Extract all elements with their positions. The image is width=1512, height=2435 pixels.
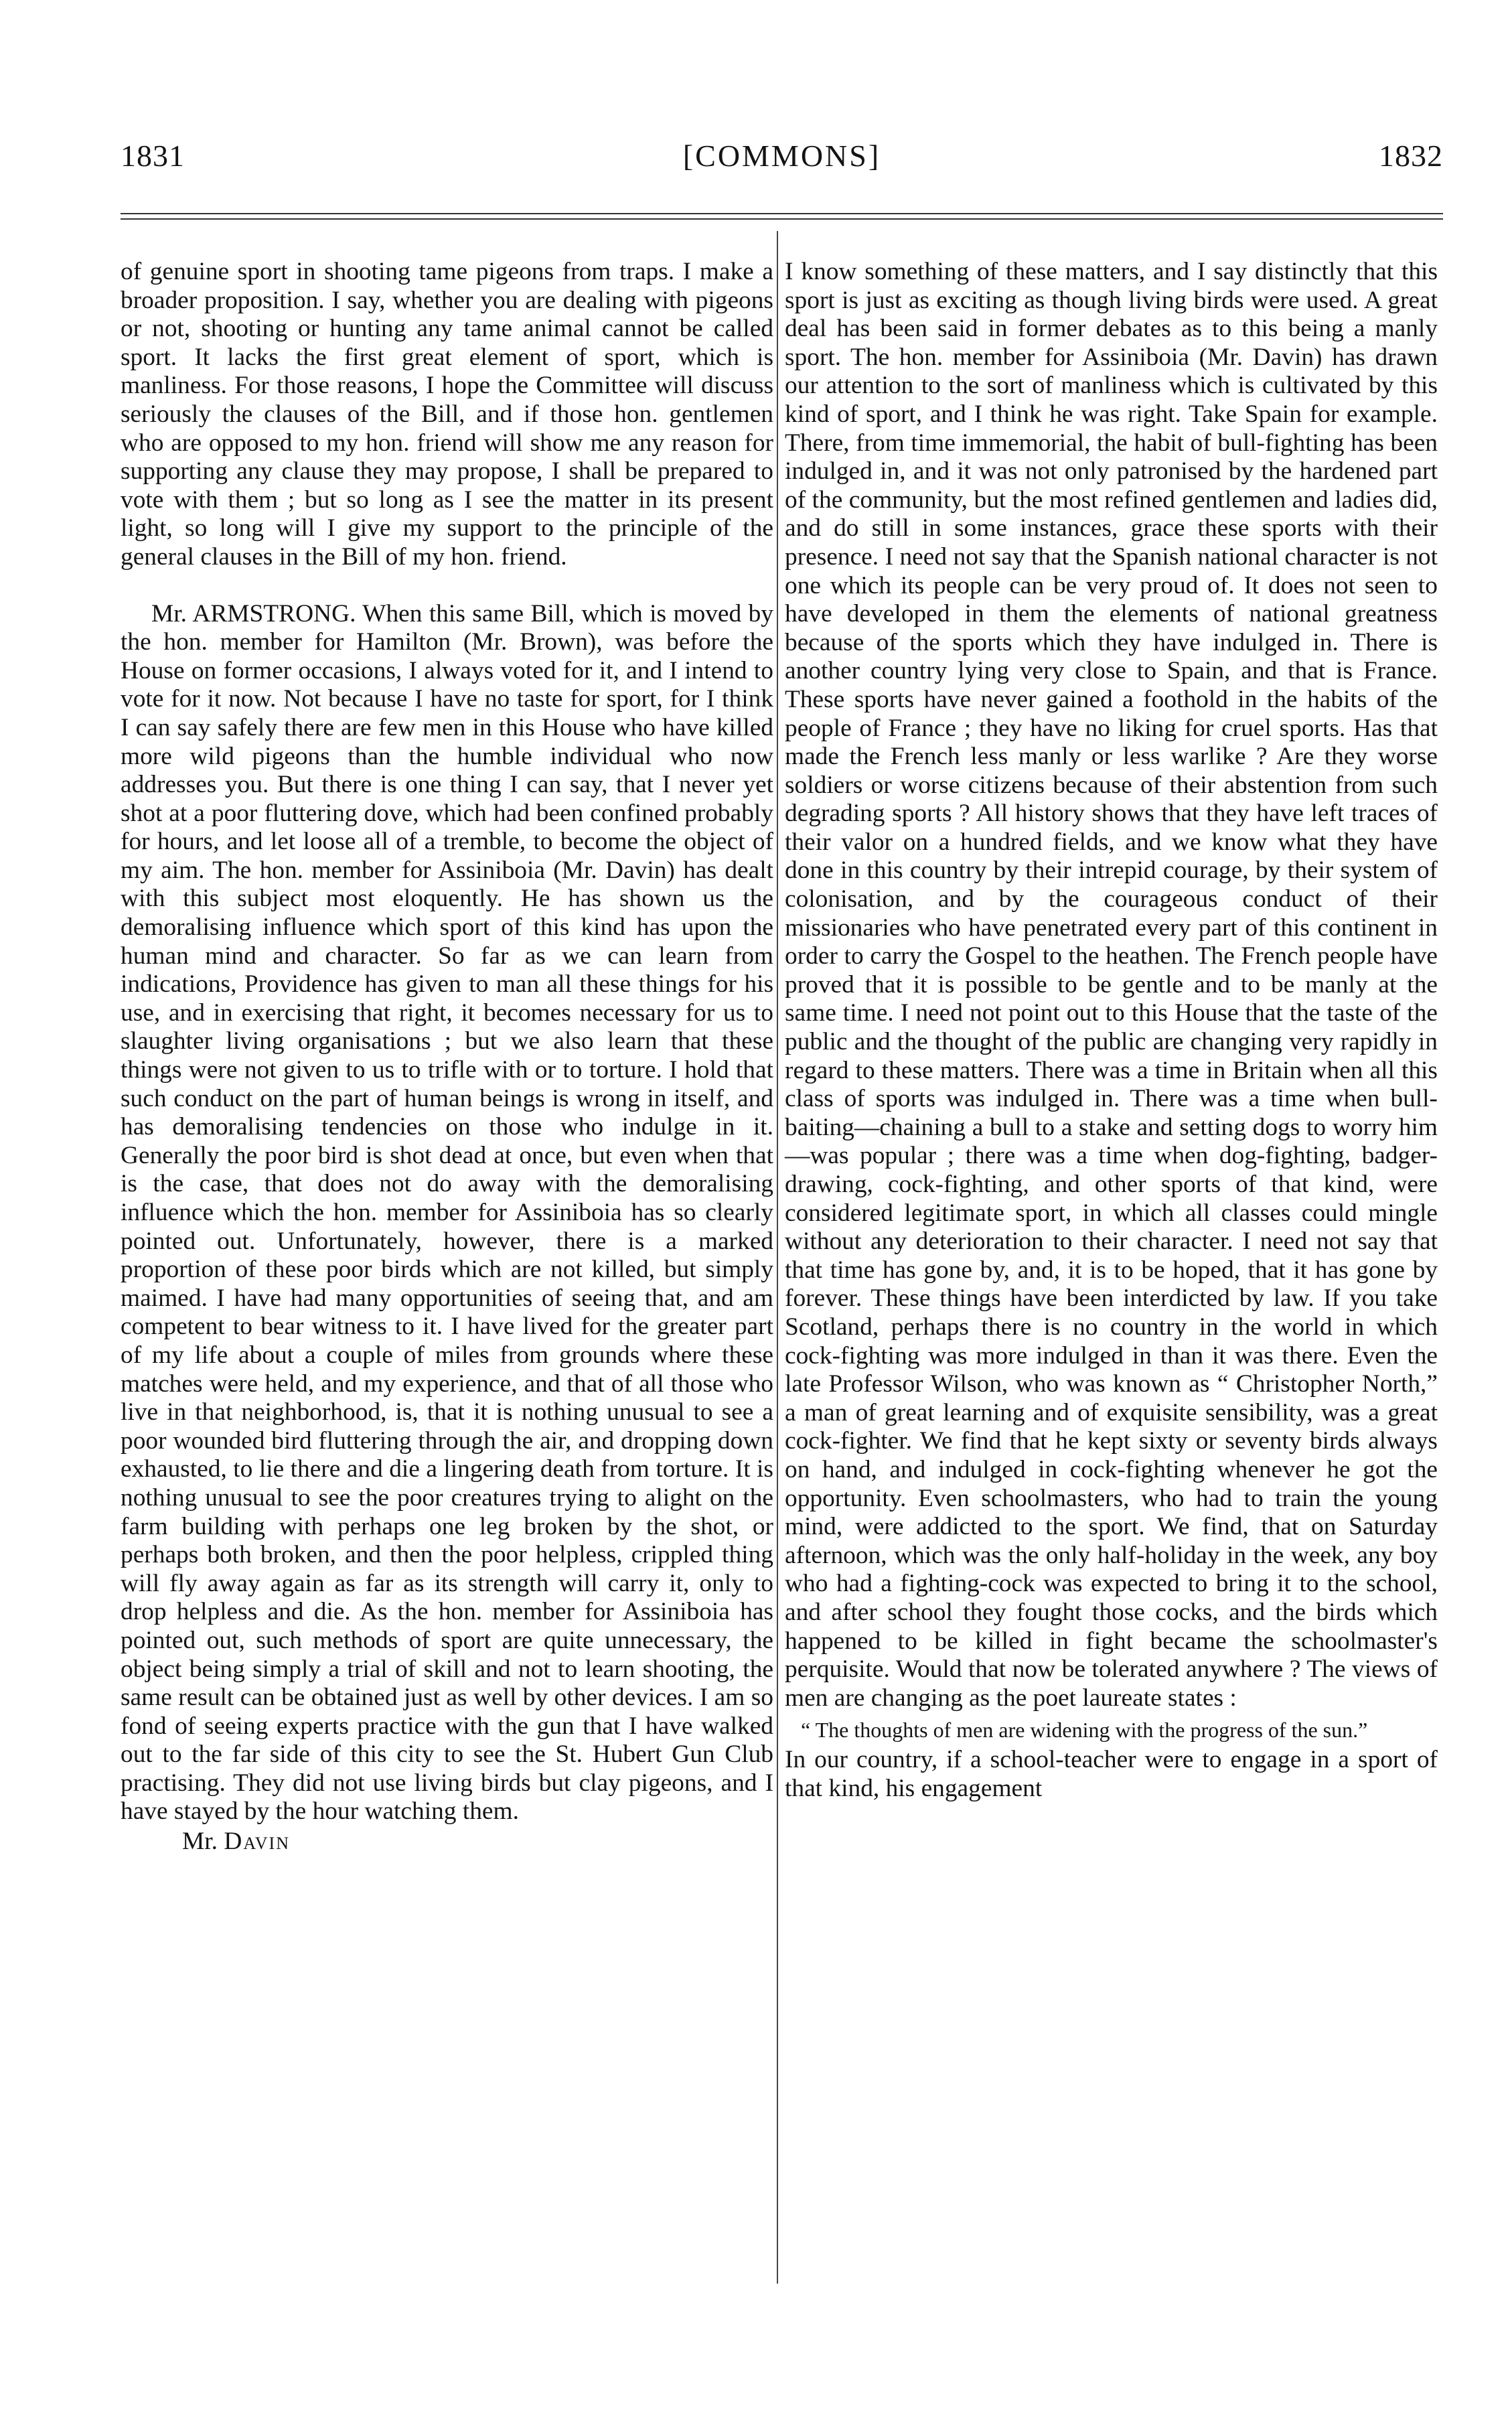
paragraph-gap xyxy=(121,572,773,600)
page-header xyxy=(121,137,1443,184)
header-rule-top xyxy=(121,213,1443,214)
left-paragraph-2 xyxy=(121,600,773,1827)
page-number-left: 1831 xyxy=(121,139,185,173)
left-paragraph-1: of genuine sport in shooting tame pigeons from traps. I make a broader proposition. I say, whether you are dealing with pigeons or not, shooting or hunting any tame animal cannot be called sport. It lacks the first great element of sport, which is manliness. For those reasons, I hope the Committee will discuss seriously the clauses of the Bill, and if those hon. gentlemen who are opposed to my hon. friend will show me any reason for supporting any clause they may propose, I shall be prepared to vote with them ; but so long as I see the matter in its present light, so long will I give my support to the principle of the general clauses in the Bill of my hon. friend. xyxy=(121,258,773,571)
right-paragraph-1: I know something of these matters, and I say distinctly that this sport is just as exciting as though living birds were used. A great deal has been said in former debates as to this being a manly sport. The hon. member for Assiniboia (Mr. Davin) has drawn our attention to the sort of manliness which is cultivated by this kind of sport, and I think he was right. Take Spain for example. There, from time immemorial, the habit of bull-fighting has been indulged in, and it was not only patronised by the hardened part of the community, but the most refined gentlemen and ladies did, and do still in some instances, grace these sports with their presence. I need not say that the Spanish national character is not one which its people can be very proud of. It does not seen to have developed in them the elements of national greatness because of the sports which they have indulged in. There is another country lying very close to Spain, and that is France. These sports have never gained a foothold in the habits of the people of France ; they have no liking for cruel sports. Has that made the French less manly or less warlike ? Are they worse soldiers or worse citizens because of their abstention from such degrading sports ? All history shows that they have left traces of their valor on a hundred fields, and we know what they have done in this country by their intrepid courage, by their system of colonisation, and by the courageous conduct of their missionaries who have penetrated every part of this continent in order to carry the Gospel to the heathen. The French people have proved that it is possible to be gentle and to be manly at the same time. I need not point out to this House that the taste of the public and the thought of the public are changing very rapidly in regard to these matters. There was a time in Britain when all this class of sports was indulged in. There was a time when bull-baiting—chaining a bull to a stake and setting dogs to worry him—was popular ; there was a time when dog-fighting, badger-drawing, cock-fighting, and other sports of that kind, were considered legitimate sport, in which all classes could mingle without any deterioration to their character. I need not say that that time has gone by, and, it is to be hoped, that it has gone by forever. These things have been interdicted by law. If you take Scotland, perhaps there is no country in the world in which cock-fighting was more indulged in than it was there. Even the late Professor Wilson, who was known as “ Christopher North,” a man of great learning and of exquisite sensibility, was a great cock-fighter. We find that he kept sixty or seventy birds always on hand, and indulged in cock-fighting whenever he got the opportunity. Even schoolmasters, who had to train the young mind, were addicted to the sport. We find, that on Saturday afternoon, which was the only half-holiday in the week, any boy who had a fighting-cock was expected to bring it to the school, and after school they fought those cocks, and the birds which happened to be killed in fight became the schoolmaster's perquisite. Would that now be tolerated anywhere ? The views of men are changing as the poet laureate states : xyxy=(785,258,1438,1712)
right-column xyxy=(785,258,1438,2387)
footer-prefix: Mr. xyxy=(182,1828,218,1856)
speaker-armstrong: Mr. ARMSTRONG. xyxy=(151,599,356,628)
page-number-right: 1832 xyxy=(1379,139,1443,173)
poet-laureate-quote: “ The thoughts of men are widening with the progress of the sun.” xyxy=(801,1718,1368,1743)
section-title: [COMMONS] xyxy=(682,139,881,173)
column-divider xyxy=(777,231,778,2284)
armstrong-speech: When this same Bill, which is moved by the hon. member for Hamilton (Mr. Brown), was before the House on former occasions, I always voted for it, and I intend to vote for it now. Not because I have no taste for sport, for I think I can say safely there are few men in this House who have killed more wild pigeons than the humble individual who now addresses you. But there is one thing I can say, that I never yet shot at a poor fluttering dove, which had been confined probably for hours, and let loose all of a tremble, to become the object of my aim. The hon. member for Assiniboia (Mr. Davin) has dealt with this subject most eloquently. He has shown us the demoralising influence which sport of this kind has upon the human mind and character. So far as we can learn from indications, Providence has given to man all these things for his use, and in exercising that right, it becomes necessary for us to slaughter living organisations ; but we also learn that these things were not given to us to trifle with or to torture. I hold that such conduct on the part of human beings is wrong in itself, and has demoralising tendencies on those who indulge in it. Generally the poor bird is shot dead at once, but even when that is the case, that does not do away with the demoralising influence which the hon. member for Assiniboia has so clearly pointed out. Unfortunately, however, there is a marked proportion of these poor birds which are not killed, but simply maimed. I have had many opportunities of seeing that, and am competent to bear witness to it. I have lived for the greater part of my life about a couple of miles from grounds where these matches were held, and my experience, and that of all those who live in that neighborhood, is, that it is nothing unusual to see a poor wounded bird fluttering through the air, and dropping down exhausted, to lie there and die a lingering death from torture. It is nothing unusual to see the poor creatures trying to alight on the farm building with perhaps one leg broken by the shot, or perhaps both broken, and then the poor helpless, crippled thing will fly away again as far as its strength will carry it, only to drop helpless and die. As the hon. member for Assiniboia has pointed out, such methods of sport are quite unnecessary, the object being simply a trial of skill and not to learn shooting, the same result can be obtained just as well by other devices. I am so fond of seeing experts practice with the gun that I have walked out to the far side of this city to see the St. Hubert Gun Club practising. They did not use living birds but clay pigeons, and I have stayed by the hour watching them. xyxy=(121,599,773,1826)
footer-speaker-name: Davin xyxy=(224,1828,290,1856)
header-rule-bottom xyxy=(121,218,1443,220)
left-column xyxy=(121,258,773,2387)
column-footer xyxy=(121,1828,773,1856)
right-paragraph-2: In our country, if a school-teacher were to engage in a sport of that kind, his engagement xyxy=(785,1746,1438,1802)
